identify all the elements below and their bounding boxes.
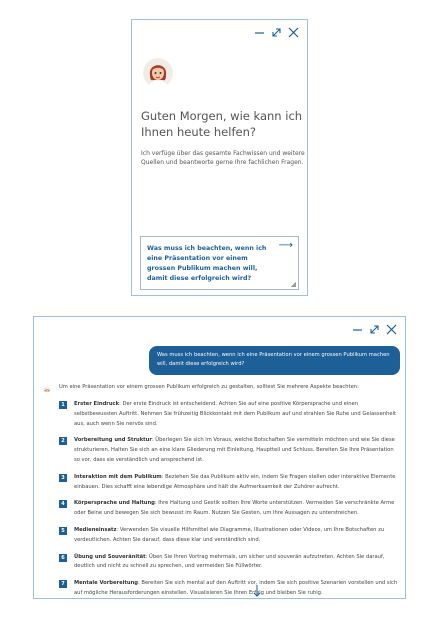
assistant-chat-panel [33, 316, 406, 599]
item-number: 2 [59, 437, 67, 445]
item-title: Erster Eindruck [74, 401, 120, 407]
window-controls [352, 324, 397, 335]
assistant-avatar-small [42, 382, 52, 392]
item-text: : Ihre Haltung und Gestik sollten Ihre Worte unterstützen. Vermeiden Sie verschränkte Arme oder Beine und bewegen Sie sich bewusst im Raum. Nutzen Sie Gesten, um Ihre Aussagen zu unterstreichen. [74, 500, 395, 517]
item-number: 3 [59, 474, 67, 482]
item-text: : Bereiten Sie sich mental auf den Auftritt vor, indem Sie sich positive Szenarien vorstellen und sich auf mögliche Herausforderungen einstellen. Visualisieren Sie Ihren Erfolg und bleiben Sie ruhig. [74, 580, 398, 596]
list-item [59, 526, 401, 546]
item-title: Mentale Vorbereitung [74, 580, 138, 587]
list-item [59, 436, 401, 465]
answer-list [59, 400, 401, 606]
assistant-avatar [143, 58, 173, 88]
list-item [59, 400, 401, 429]
item-number: 6 [59, 554, 67, 562]
list-item [59, 473, 401, 493]
item-title: Medieneinsatz [74, 526, 117, 533]
expand-icon[interactable] [271, 27, 282, 38]
close-icon[interactable] [288, 27, 299, 38]
user-message-bubble: Was muss ich beachten, wenn ich eine Präsentation vor einem grossen Publikum machen will, damit diese erfolgreich wird? [149, 346, 400, 375]
intro-text: Ich verfüge über das gesamte Fachwissen und weitere Quellen und beantworte gerne Ihre fachlichen Fragen. [141, 150, 305, 166]
item-number: 7 [59, 580, 67, 588]
item-text: : Beziehen Sie das Publikum aktiv ein, indem Sie Fragen stellen oder interaktive Elemente einbauen. Dies schafft eine lebendige Atmosphäre und hält die Aufmerksamkeit der Zuhörer aufrecht. [74, 473, 396, 490]
resize-handle-icon[interactable] [291, 282, 296, 287]
item-text: : Üben Sie Ihren Vortrag mehrmals, um sicher und souverän aufzutreten. Achten Sie darauf, deutlich und nicht zu schnell zu sprechen, und vermeiden Sie Füllwörter. [74, 553, 385, 570]
question-input[interactable] [140, 236, 299, 290]
minimize-icon[interactable] [352, 324, 363, 335]
item-text: : Der erste Eindruck ist entscheidend. Achten Sie auf eine positive Körpersprache und einen selbstbewussten Auftritt. Nehmen Sie frühzeitig Blickkontakt mit dem Publikum auf und strahlen Sie Ruhe und Gelassenheit aus, auch wenn Sie nervös sind. [74, 401, 397, 427]
item-number: 4 [59, 500, 67, 508]
item-text: : Verwenden Sie visuelle Hilfsmittel wie Diagramme, Illustrationen oder Videos, um Ihre Botschaften zu verdeutlichen. Achten Sie darauf, dass diese klar und verständlich sind. [74, 526, 385, 543]
window-controls [254, 27, 299, 38]
greeting-heading: Guten Morgen, wie kann ich Ihnen heute helfen? [141, 109, 303, 139]
item-title: Übung und Souveränität [74, 553, 146, 560]
answer-intro: Um eine Präsentation vor einem grossen Publikum erfolgreich zu gestalten, solltest Sie mehrere Aspekte beachten: [59, 384, 359, 390]
expand-icon[interactable] [369, 324, 380, 335]
item-text: : Überlegen Sie sich im Voraus, welche Botschaften Sie vermitteln möchten und wie Sie diese strukturieren. Halten Sie sich an eine klare Gliederung mit Einleitung, Hauptteil und Schluss. Bereiten Sie Ihre Präsentation so vor, dass sie verständlich und ansprechend ist. [74, 437, 395, 463]
scroll-down-icon[interactable] [252, 583, 262, 597]
list-item [59, 579, 401, 599]
item-title: Vorbereitung und Struktur [74, 437, 152, 444]
assistant-start-panel [131, 19, 308, 296]
close-icon[interactable] [386, 324, 397, 335]
list-item [59, 499, 401, 519]
item-title: Interaktion mit dem Publikum [74, 473, 162, 480]
item-number: 5 [59, 527, 67, 535]
list-item [59, 553, 401, 573]
item-title: Körpersprache und Haltung [74, 500, 155, 507]
item-number: 1 [59, 401, 67, 409]
minimize-icon[interactable] [254, 27, 265, 38]
question-input-text[interactable]: Was muss ich beachten, wenn ich eine Präsentation vor einem grossen Publikum machen will, damit diese erfolgreich wird? [147, 245, 267, 282]
send-arrow-icon[interactable]: ⟶ [278, 240, 293, 251]
